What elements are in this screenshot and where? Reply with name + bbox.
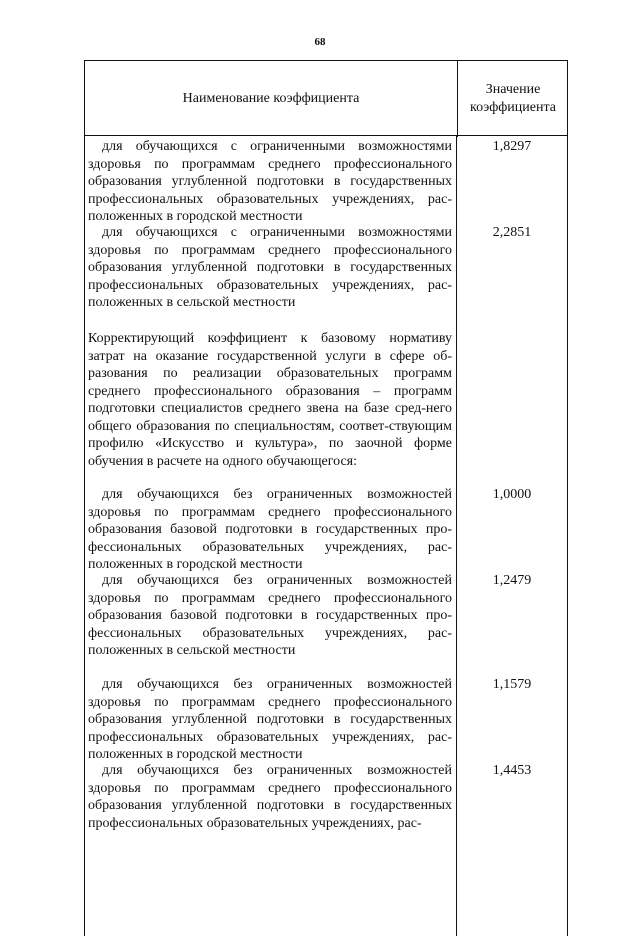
row-coefficient-value: 2,2851 <box>492 225 532 240</box>
row-description: Корректирующий коэффициент к базовому нормативу затрат на оказание государственной услуги в сфере об-разования по реализации образовательных программ среднего профессионального образования – программ подготовки специалистов среднего звена на базе сред-него общего образования по специальностям, соответ-ствующим профилю «Искусство и культура», по заочной форме обучения в расчете на одного обучающегося: <box>88 331 452 469</box>
page-number: 68 <box>314 36 326 48</box>
header-coefficient-name: Наименование коэффициента <box>182 91 360 106</box>
row-coefficient-value: 1,4453 <box>492 763 532 778</box>
row-description: для обучающихся без ограниченных возможностей здоровья по программам среднего профессионального образования базовой подготовки в государственных про-фессиональных образовательных учреждениях, рас-положенных в сельской местности <box>88 573 452 658</box>
row-coefficient-value: 1,0000 <box>492 487 532 502</box>
row-description: для обучающихся с ограниченными возможностями здоровья по программам среднего профессионального образования углубленной подготовки в государственных профессиональных образовательных учреждениях, рас-положенных в сельской местности <box>88 225 452 310</box>
table-column-divider <box>456 136 457 936</box>
table-header <box>84 60 568 136</box>
header-coefficient-value: Значение коэффициента <box>470 82 556 115</box>
row-description: для обучающихся без ограниченных возможностей здоровья по программам среднего профессионального образования базовой подготовки в государственных про-фессиональных образовательных учреждениях, рас-положенных в городской местности <box>88 487 452 572</box>
row-coefficient-value: 1,8297 <box>492 139 532 154</box>
table-border-left <box>84 136 85 936</box>
row-description: для обучающихся с ограниченными возможностями здоровья по программам среднего профессионального образования углубленной подготовки в государственных профессиональных образовательных учреждениях, рас-положенных в городской местности <box>88 139 452 224</box>
table-border-right <box>567 136 568 936</box>
row-coefficient-value: 1,1579 <box>492 677 532 692</box>
row-description: для обучающихся без ограниченных возможностей здоровья по программам среднего профессионального образования углубленной подготовки в государственных профессиональных образовательных учреждениях, рас- <box>88 763 452 831</box>
row-coefficient-value: 1,2479 <box>492 573 532 588</box>
row-description: для обучающихся без ограниченных возможностей здоровья по программам среднего профессионального образования углубленной подготовки в государственных профессиональных образовательных учреждениях, рас-положенных в городской местности <box>88 677 452 762</box>
coefficient-table <box>84 60 568 920</box>
